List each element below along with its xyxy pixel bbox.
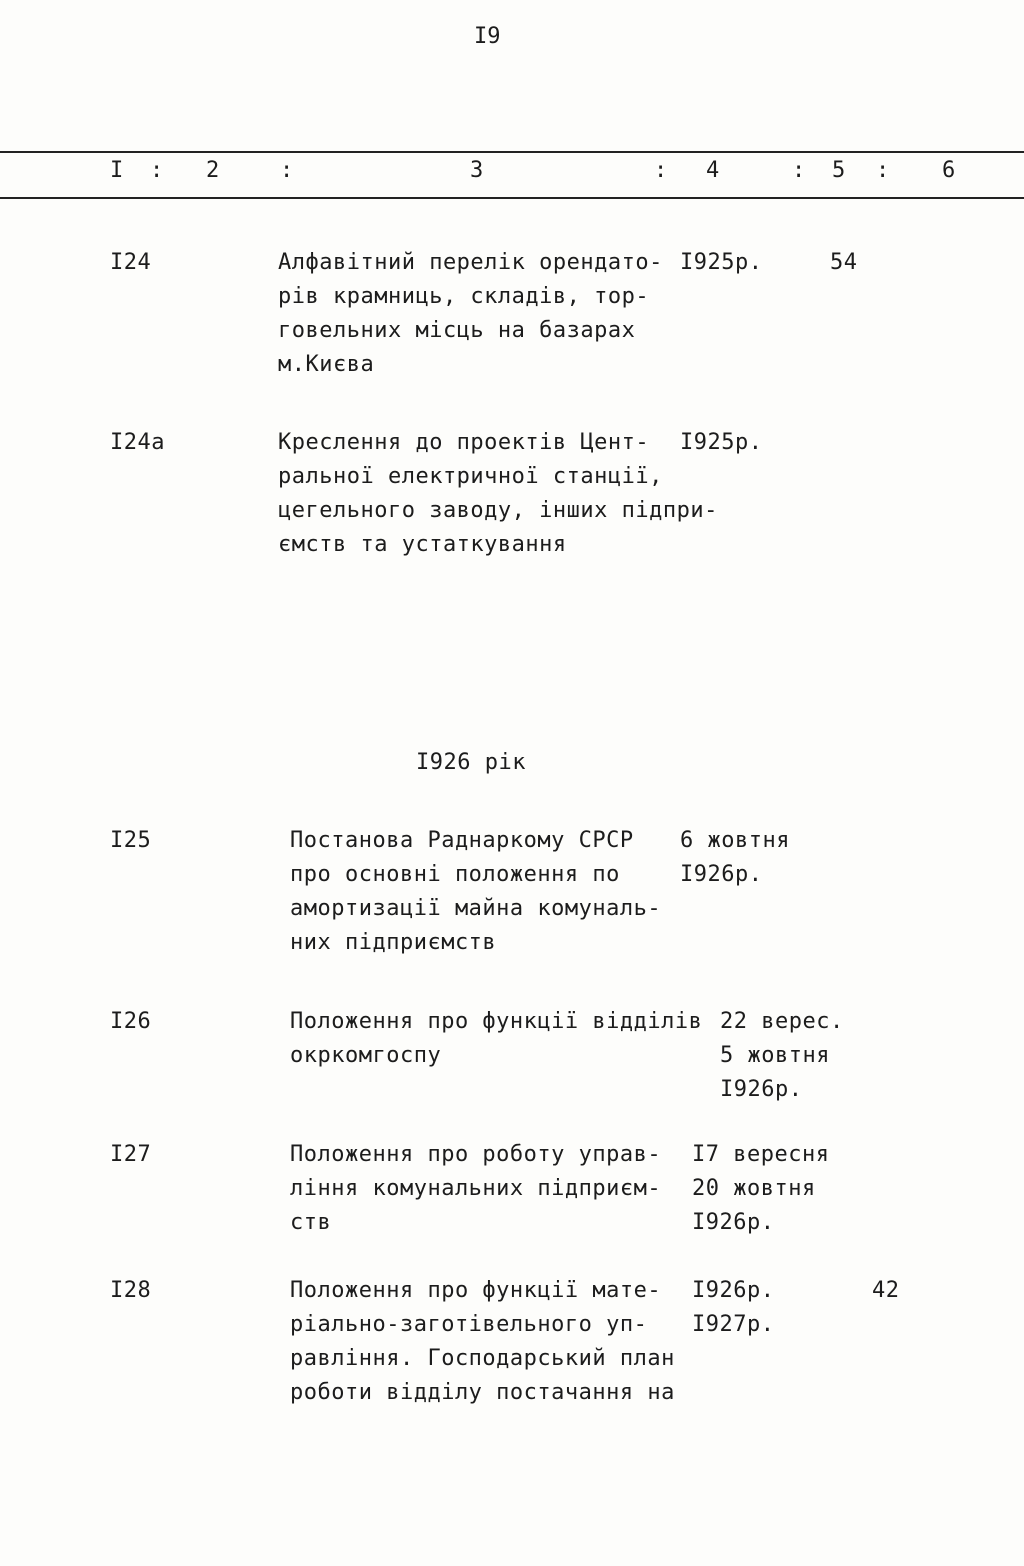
entry-title-line: Постанова Раднаркому СРСР [290, 828, 634, 853]
header-top-rule [0, 151, 1024, 153]
entry-date [720, 1005, 844, 1107]
entry-date [680, 824, 790, 892]
entry-sheets: 42 [872, 1278, 900, 1303]
entry-title-line: Положення про функції відділів [290, 1009, 703, 1034]
entry-title [290, 1138, 661, 1240]
entry-date-line: I926р. [720, 1077, 803, 1102]
entry-date-line: I926р. [692, 1278, 775, 1303]
year-heading: I926 рік [416, 750, 526, 775]
entry-title-line: них підприємств [290, 930, 497, 955]
entry-number: I25 [110, 828, 152, 853]
entry-date [692, 1138, 829, 1240]
entry-title-line: равління. Господарський план [290, 1346, 675, 1371]
entry-date-line: 20 жовтня [692, 1176, 816, 1201]
entry-number: I24а [110, 430, 165, 455]
entry-date-line: I926р. [692, 1210, 775, 1235]
entry-title-line: Положення про функції мате- [290, 1278, 662, 1303]
entry-date-line: I925р. [680, 250, 763, 275]
entry-title [290, 1274, 675, 1410]
header-separator-3: : [654, 158, 668, 183]
entry-title-line: окркомгоспу [290, 1043, 442, 1068]
header-separator-2: : [280, 158, 294, 183]
header-col-1: I [110, 158, 124, 183]
entry-title-line: Креслення до проектів Цент- [278, 430, 650, 455]
header-separator-5: : [876, 158, 890, 183]
entry-sheets: 54 [830, 250, 858, 275]
header-col-4: 4 [706, 158, 720, 183]
entry-title-line: ємств та устаткування [278, 532, 567, 557]
entry-number: I27 [110, 1142, 152, 1167]
header-col-6: 6 [942, 158, 956, 183]
entry-date-line: I926р. [680, 862, 763, 887]
entry-title [290, 824, 661, 960]
entry-title-line: амортизації майна комуналь- [290, 896, 662, 921]
entry-title-line: ств [290, 1210, 332, 1235]
entry-title-line: Положення про роботу управ- [290, 1142, 662, 1167]
entry-date [680, 246, 762, 280]
entry-title [278, 246, 663, 382]
entry-date-line: 6 жовтня [680, 828, 790, 853]
entry-title-line: цегельного заводу, інших підпри- [278, 498, 718, 523]
header-col-3: 3 [470, 158, 484, 183]
entry-title-line: рів крамниць, складів, тор- [278, 284, 650, 309]
entry-date-line: I927р. [692, 1312, 775, 1337]
header-col-5: 5 [832, 158, 846, 183]
entry-title-line: про основні положення по [290, 862, 620, 887]
entry-title-line: ріально-заготівельного уп- [290, 1312, 648, 1337]
entry-date [680, 426, 762, 460]
entry-date-line: I925р. [680, 430, 763, 455]
entry-title-line: ральної електричної станції, [278, 464, 663, 489]
header-separator-1: : [150, 158, 164, 183]
entry-date-line: I7 вересня [692, 1142, 830, 1167]
entry-number: I28 [110, 1278, 152, 1303]
entry-title-line: говельних місць на базарах [278, 318, 636, 343]
entry-date [692, 1274, 774, 1342]
entry-date-line: 5 жовтня [720, 1043, 830, 1068]
entry-title [290, 1005, 702, 1073]
entry-title-line: ління комунальних підприєм- [290, 1176, 662, 1201]
entry-number: I26 [110, 1009, 152, 1034]
header-bottom-rule [0, 197, 1024, 199]
entry-title-line: роботи відділу постачання на [290, 1380, 675, 1405]
header-col-2: 2 [206, 158, 220, 183]
entry-number: I24 [110, 250, 152, 275]
entry-title [278, 426, 718, 562]
header-separator-4: : [792, 158, 806, 183]
entry-date-line: 22 верес. [720, 1009, 844, 1034]
entry-title-line: м.Києва [278, 352, 375, 377]
page-number: I9 [474, 24, 501, 49]
entry-title-line: Алфавітний перелік орендато- [278, 250, 663, 275]
